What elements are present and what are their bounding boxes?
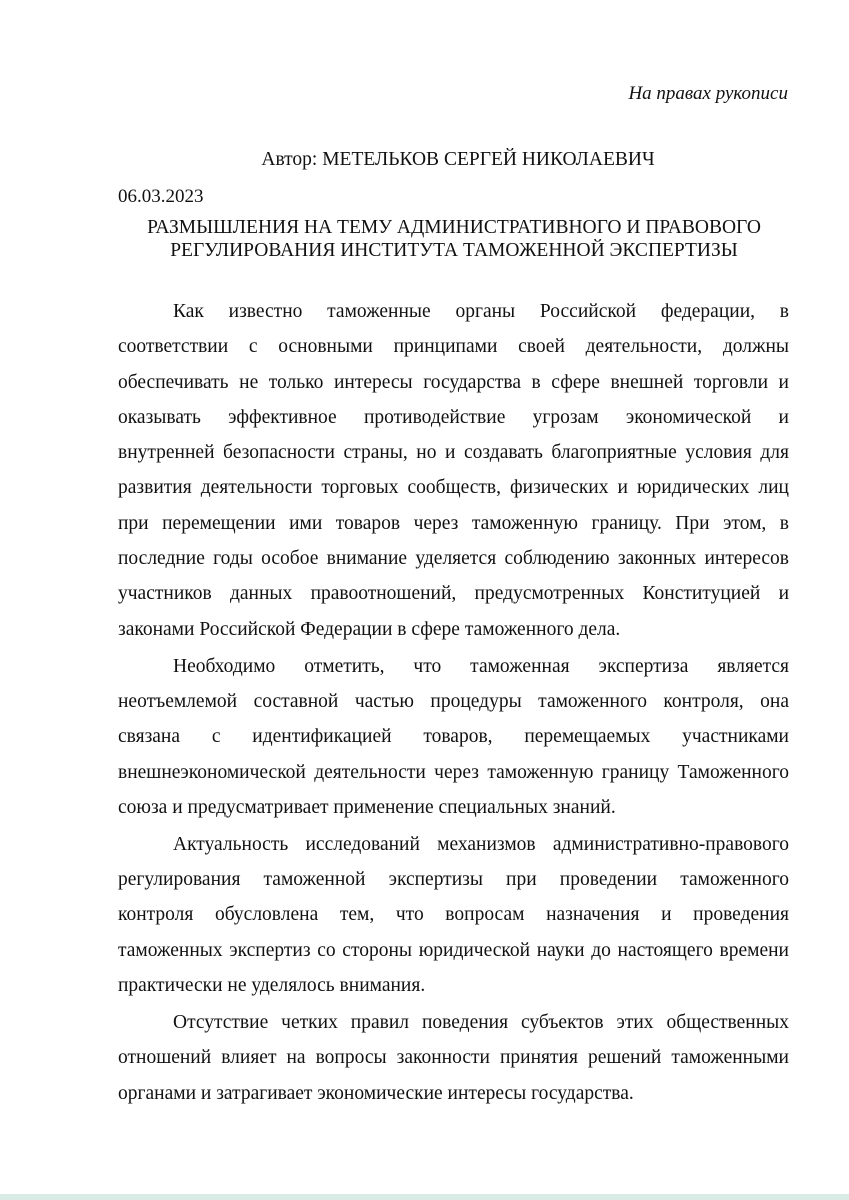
title-line-2: РЕГУЛИРОВАНИЯ ИНСТИТУТА ТАМОЖЕННОЙ ЭКСПЕРТИЗЫ	[170, 239, 738, 261]
title-line-1: РАЗМЫШЛЕНИЯ НА ТЕМУ АДМИНИСТРАТИВНОГО И ПРАВОВОГО	[147, 217, 761, 238]
paragraph-line: связана с идентификацией товаров, перемещаемых участниками	[118, 726, 789, 748]
paragraph-2	[118, 649, 789, 825]
paragraph-line: внутренней безопасности страны, но и создавать благоприятные условия для	[118, 442, 789, 464]
paragraph-line: Как известно таможенные органы Российской федерации, в	[173, 301, 789, 322]
paragraph-line: последние годы особое внимание уделяется соблюдению законных интересов	[118, 548, 789, 570]
paragraph-line: союза и предусматривает применение специальных знаний.	[118, 796, 616, 818]
paragraph-4	[118, 1005, 789, 1111]
paragraph-line: Актуальность исследований механизмов административно-правового	[173, 833, 789, 855]
bottom-edge-strip	[0, 1194, 849, 1200]
paragraph-1	[118, 294, 789, 647]
manuscript-rights-note: На правах рукописи	[628, 83, 788, 104]
paragraph-line: обеспечивать не только интересы государства в сфере внешней торговли и	[118, 371, 789, 393]
paragraph-line: органами и затрагивает экономические интересы государства.	[118, 1082, 634, 1104]
author-line: Автор: МЕТЕЛЬКОВ СЕРГЕЙ НИКОЛАЕВИЧ	[261, 149, 655, 170]
paragraph-line: при перемещении ими товаров через таможенную границу. При этом, в	[118, 512, 789, 534]
document-body	[118, 294, 789, 1111]
paragraph-line: оказывать эффективное противодействие угрозам экономической и	[118, 406, 789, 428]
paragraph-line: соответствии с основными принципами своей деятельности, должны	[118, 336, 789, 358]
document-title	[96, 217, 812, 262]
paragraph-line: развития деятельности торговых сообществ, физических и юридических лиц	[118, 477, 789, 499]
paragraph-line: Отсутствие четких правил поведения субъектов этих общественных	[173, 1012, 789, 1033]
paragraph-line: Необходимо отметить, что таможенная экспертиза является	[173, 655, 789, 677]
paragraph-3	[118, 827, 789, 1003]
paragraph-line: отношений влияет на вопросы законности принятия решений таможенными	[118, 1047, 789, 1069]
paragraph-line: внешнеэкономической деятельности через таможенную границу Таможенного	[118, 761, 789, 783]
paragraph-line: таможенных экспертиз со стороны юридической науки до настоящего времени	[118, 939, 789, 961]
paragraph-line: контроля обусловлена тем, что вопросам назначения и проведения	[118, 904, 789, 926]
paragraph-line: регулирования таможенной экспертизы при проведении таможенного	[118, 869, 789, 891]
paragraph-line: практически не уделялось внимания.	[118, 975, 426, 997]
paragraph-line: неотъемлемой составной частью процедуры таможенного контроля, она	[118, 690, 789, 712]
document-date: 06.03.2023	[118, 186, 204, 207]
paragraph-line: участников данных правоотношений, предусмотренных Конституцией и	[118, 583, 789, 605]
paragraph-line: законами Российской Федерации в сфере таможенного дела.	[118, 618, 621, 640]
